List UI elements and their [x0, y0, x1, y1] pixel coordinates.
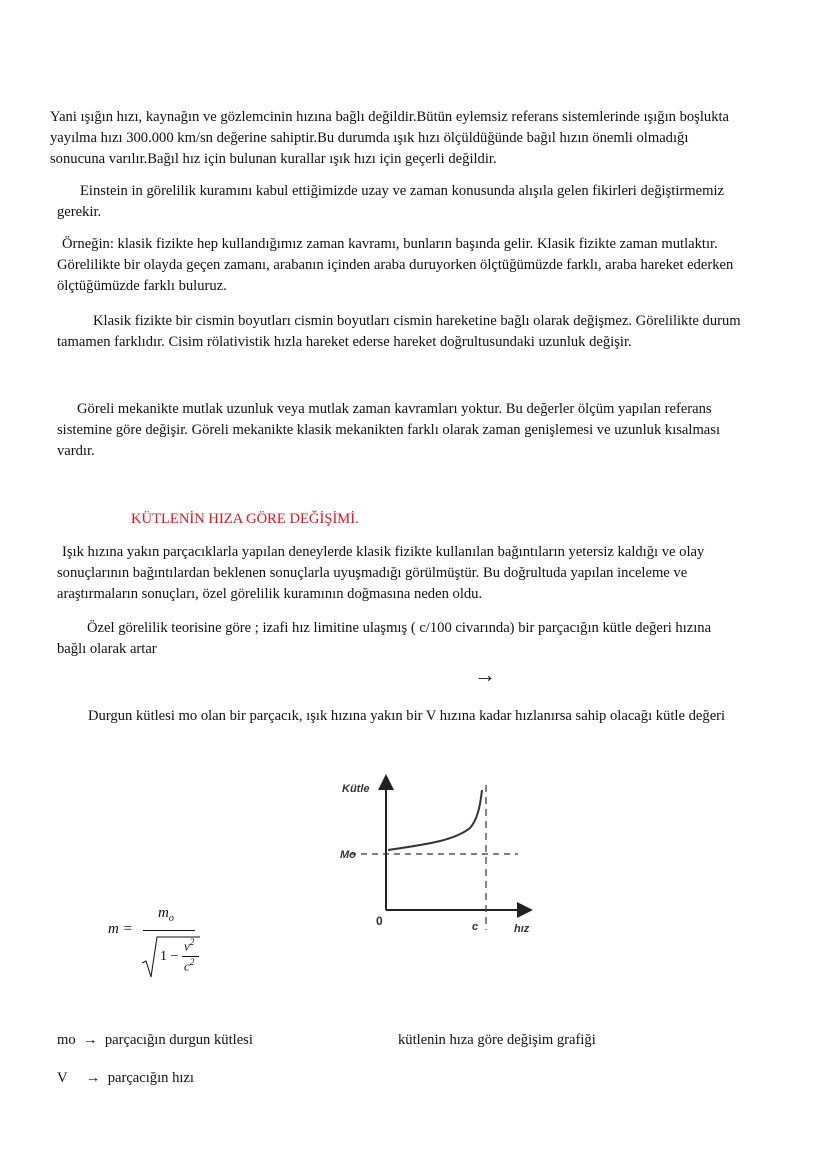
text-line: vardır. — [57, 443, 95, 459]
y-axis-label: Kütle — [342, 783, 370, 795]
paragraph-4 — [57, 311, 741, 353]
c-label: c — [472, 921, 479, 933]
text-line: Işık hızına yakın parçacıklarla yapılan deneylerde klasik fizikte kullanılan bağıntıların yetersiz kaldığı ve olay — [62, 544, 705, 560]
text-line: tamamen farklıdır. Cisim rölativistik hızla hareket ederse hareket doğrultusundaki uzunluk değişir. — [57, 334, 632, 350]
c-squared — [184, 957, 194, 974]
text-line: ölçtüğümüzde farklı buluruz. — [57, 278, 227, 294]
text-line: Özel görelilik teorisine göre ; izafi hız limitine ulaşmış ( c/100 civarında) bir parçacığın kütle değeri hızına — [87, 620, 712, 636]
legend-text: parçacığın hızı — [107, 1070, 194, 1086]
c-symbol: c — [184, 958, 190, 974]
text-line: bağlı olarak artar — [57, 641, 157, 657]
arrow-icon: → — [85, 1070, 101, 1086]
fraction-bar — [143, 930, 195, 931]
mo-label: Mo — [340, 849, 356, 861]
origin-label: 0 — [376, 914, 383, 928]
paragraph-2 — [57, 181, 724, 223]
vector-arrow-icon: → — [474, 662, 496, 687]
text-line: Yani ışığın hızı, kaynağın ve gözlemcinin hızına bağlı değildir.Bütün eylemsiz referans sistemlerinde ışığın boşlukta — [50, 109, 730, 125]
exponent: 2 — [189, 937, 195, 947]
text-line: sonuçlarının bağıntılardan beklenen sonuçlarla uyuşmadığı görülmüştür. Bu doğrultuda yapılan inceleme ve — [57, 565, 688, 581]
m-symbol: m — [158, 905, 169, 921]
legend-text: parçacığın durgun kütlesi — [104, 1032, 253, 1048]
text-line: Görelilikte bir olayda geçen zamanı, arabanın içinden araba duruyorken ölçtüğümüzde farklı, araba hareket ederken — [57, 257, 734, 273]
text-line: gerekir. — [57, 204, 102, 220]
legend-symbol: V — [57, 1070, 68, 1086]
legend-mo — [57, 1030, 253, 1051]
mass-velocity-graph — [320, 770, 550, 940]
text-line: Klasik fizikte bir cismin boyutları cismin boyutları cismin hareketine bağlı olarak değişmez. Görelilikte durum — [93, 313, 741, 329]
text-line: Göreli mekanikte mutlak uzunluk veya mutlak zaman kavramları yoktur. Bu değerler ölçüm yapılan referans — [77, 401, 712, 417]
graph-caption: kütlenin hıza göre değişim grafiği — [398, 1032, 596, 1048]
x-axis-label: hız — [514, 923, 530, 935]
v-squared — [184, 937, 194, 954]
legend-v — [57, 1068, 194, 1089]
mass-curve — [388, 790, 482, 850]
paragraph-7 — [57, 618, 711, 660]
formula-one-minus: 1 − — [160, 949, 179, 964]
legend-symbol: mo — [57, 1032, 76, 1048]
v-symbol: v — [184, 938, 190, 954]
text-line: araştırmaların sonuçları, özel görelilik kuramının doğmasına neden oldu. — [57, 586, 483, 602]
paragraph-1 — [50, 107, 729, 170]
mass-formula — [108, 905, 208, 980]
arrow-icon: → — [82, 1032, 98, 1048]
text-line: sistemine göre değişir. Göreli mekanikte klasik mekanikten farklı olarak zaman genişlemesi ve uzunluk kısalması — [57, 422, 721, 438]
formula-numerator — [158, 905, 174, 924]
section-heading: KÜTLENİN HIZA GÖRE DEĞİŞİMİ. — [131, 511, 359, 527]
formula-lhs: m = — [108, 921, 133, 937]
text-line: yayılma hızı 300.000 km/sn değerine sahiptir.Bu durumda ışık hızı ölçüldüğünde bağıl hızın önemli olmadığı — [50, 130, 689, 146]
text-line: Einstein in görelilik kuramını kabul ettiğimizde uzay ve zaman konusunda alışıla gelen fikirleri değiştirmemiz — [80, 183, 724, 199]
mass-sentence: Durgun kütlesi mo olan bir parçacık, ışık hızına yakın bir V hızına kadar hızlanırsa sahip olacağı kütle değeri — [88, 708, 726, 724]
paragraph-3 — [57, 234, 733, 297]
text-line: sonucuna varılır.Bağıl hız için bulunan kurallar ışık hızı için geçerli değildir. — [50, 151, 497, 167]
text-line: Örneğin: klasik fizikte hep kullandığımız zaman kavramı, bunların başında gelir. Klasik fizikte zaman mutlaktır. — [62, 236, 718, 252]
paragraph-5 — [57, 399, 720, 462]
paragraph-6 — [57, 542, 704, 605]
exponent: 2 — [189, 957, 195, 967]
o-subscript: o — [168, 913, 174, 924]
